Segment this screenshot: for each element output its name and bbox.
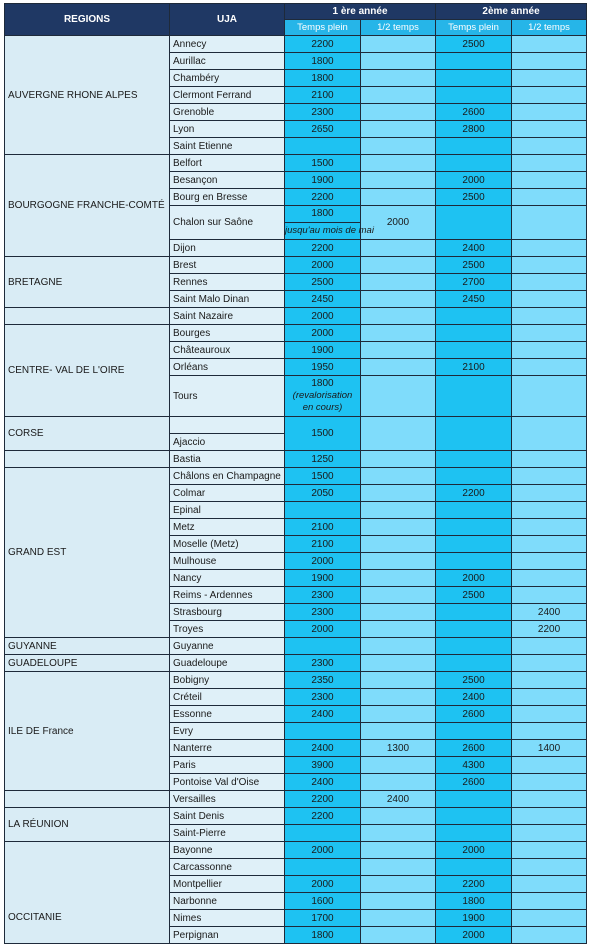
value-cell: 2200 [285, 36, 361, 53]
value-cell [512, 808, 587, 825]
value-cell [361, 859, 436, 876]
value-cell [361, 757, 436, 774]
value-cell [512, 240, 587, 257]
value-cell: 2000 [436, 570, 512, 587]
value-cell: 2500 [436, 587, 512, 604]
value-cell [361, 53, 436, 70]
value-cell: 2200 [285, 791, 361, 808]
value-cell: 2350 [285, 672, 361, 689]
value-cell [512, 121, 587, 138]
value-cell [361, 359, 436, 376]
value-cell [436, 451, 512, 468]
city-cell: Dijon [170, 240, 285, 257]
value-cell [361, 417, 436, 451]
value-cell: 2600 [436, 774, 512, 791]
value-cell: 2650 [285, 121, 361, 138]
city-cell: Versailles [170, 791, 285, 808]
value-cell [361, 36, 436, 53]
value-cell: 2300 [285, 587, 361, 604]
value-cell [436, 621, 512, 638]
value-cell: 2200 [436, 485, 512, 502]
value-cell: 2300 [285, 104, 361, 121]
value-cell [512, 417, 587, 451]
value-cell [512, 257, 587, 274]
city-cell: Moselle (Metz) [170, 536, 285, 553]
value-cell [436, 859, 512, 876]
value-cell [361, 638, 436, 655]
value-cell [361, 570, 436, 587]
value-cell: 2500 [436, 672, 512, 689]
value-text: 1800 [311, 378, 334, 389]
value-cell: 2400 [361, 791, 436, 808]
value-cell [285, 825, 361, 842]
value-cell: 2500 [436, 189, 512, 206]
value-cell [361, 325, 436, 342]
value-cell [361, 774, 436, 791]
value-cell: 1500 [285, 417, 361, 451]
value-cell [361, 655, 436, 672]
value-cell: 1500 [285, 155, 361, 172]
value-cell [361, 706, 436, 723]
city-cell: Saint Malo Dinan [170, 291, 285, 308]
header-year2-full: Temps plein [436, 20, 512, 36]
value-cell: 2500 [436, 257, 512, 274]
value-cell [361, 189, 436, 206]
note-text: (revalorisation en cours) [292, 390, 353, 413]
value-cell: 1700 [285, 910, 361, 927]
value-cell: 2100 [285, 87, 361, 104]
value-cell: 2050 [285, 485, 361, 502]
value-cell [285, 138, 361, 155]
value-cell: 4300 [436, 757, 512, 774]
value-cell: 2000 [436, 172, 512, 189]
city-cell [170, 417, 285, 434]
header-year1-half: 1/2 temps [361, 20, 436, 36]
value-cell: 1400 [512, 740, 587, 757]
region-cell: ILE DE France [5, 672, 170, 791]
value-cell [436, 655, 512, 672]
value-text: 1800 [285, 206, 360, 223]
value-cell [512, 876, 587, 893]
value-cell: 2300 [285, 604, 361, 621]
value-cell [361, 274, 436, 291]
value-cell [512, 189, 587, 206]
city-cell: Narbonne [170, 893, 285, 910]
value-cell: 2000 [285, 325, 361, 342]
value-cell [512, 325, 587, 342]
value-cell-with-note [285, 206, 374, 240]
value-cell [361, 519, 436, 536]
city-cell: Perpignan [170, 927, 285, 944]
value-cell [512, 570, 587, 587]
value-cell: 1900 [285, 342, 361, 359]
value-cell: 2700 [436, 274, 512, 291]
city-cell: Chalon sur Saône [170, 206, 285, 240]
city-cell: Paris [170, 757, 285, 774]
value-cell: 1900 [285, 570, 361, 587]
city-cell: Saint Nazaire [170, 308, 285, 325]
value-cell: 2000 [285, 876, 361, 893]
value-cell [436, 502, 512, 519]
value-cell [361, 172, 436, 189]
value-cell [512, 587, 587, 604]
value-cell [436, 723, 512, 740]
value-cell [436, 53, 512, 70]
value-cell: 1900 [285, 172, 361, 189]
value-cell [361, 604, 436, 621]
region-cell-empty [5, 451, 170, 468]
value-cell [361, 87, 436, 104]
value-cell: 2600 [436, 740, 512, 757]
value-cell: 2500 [285, 274, 361, 291]
city-cell: Lyon [170, 121, 285, 138]
value-cell [361, 104, 436, 121]
city-cell: Brest [170, 257, 285, 274]
value-cell [361, 502, 436, 519]
city-cell: Strasbourg [170, 604, 285, 621]
value-cell: 2600 [436, 104, 512, 121]
value-cell [361, 308, 436, 325]
value-cell: 3900 [285, 757, 361, 774]
region-cell: GRAND EST [5, 468, 170, 638]
value-cell: 2450 [436, 291, 512, 308]
value-cell: 2400 [512, 604, 587, 621]
region-cell-empty [5, 791, 170, 808]
city-cell: Orléans [170, 359, 285, 376]
city-cell: Grenoble [170, 104, 285, 121]
value-cell [436, 87, 512, 104]
value-cell [436, 325, 512, 342]
value-cell: 1800 [285, 53, 361, 70]
city-cell: Metz [170, 519, 285, 536]
value-cell [436, 638, 512, 655]
value-cell [512, 274, 587, 291]
city-cell: Evry [170, 723, 285, 740]
value-cell [512, 672, 587, 689]
value-cell [361, 689, 436, 706]
value-cell [512, 791, 587, 808]
value-cell [361, 451, 436, 468]
city-cell: Mulhouse [170, 553, 285, 570]
city-cell: Colmar [170, 485, 285, 502]
value-cell [436, 342, 512, 359]
value-cell [512, 104, 587, 121]
value-cell-with-note [285, 376, 361, 417]
value-cell [361, 672, 436, 689]
city-cell: Carcassonne [170, 859, 285, 876]
city-cell: Saint Etienne [170, 138, 285, 155]
value-cell: 2400 [285, 706, 361, 723]
city-cell: Tours [170, 376, 285, 417]
city-cell: Bourges [170, 325, 285, 342]
header-regions: REGIONS [5, 4, 170, 36]
region-cell: GUYANNE [5, 638, 170, 655]
city-cell: Saint-Pierre [170, 825, 285, 842]
city-cell: Châteauroux [170, 342, 285, 359]
value-cell: 2000 [285, 308, 361, 325]
value-cell [512, 308, 587, 325]
value-cell [512, 825, 587, 842]
value-cell [512, 859, 587, 876]
region-cell: BRETAGNE [5, 257, 170, 308]
city-cell: Bayonne [170, 842, 285, 859]
value-cell [361, 808, 436, 825]
note-text [285, 223, 374, 239]
value-cell [512, 468, 587, 485]
city-cell: Guadeloupe [170, 655, 285, 672]
value-cell: 2400 [285, 774, 361, 791]
region-cell: GUADELOUPE [5, 655, 170, 672]
value-cell [512, 927, 587, 944]
value-cell [512, 53, 587, 70]
value-cell [361, 553, 436, 570]
value-cell [361, 893, 436, 910]
value-cell [285, 723, 361, 740]
value-cell [512, 485, 587, 502]
value-cell: 2400 [436, 689, 512, 706]
region-cell: OCCITANIE [5, 842, 170, 944]
value-cell: 2000 [285, 842, 361, 859]
value-cell [436, 553, 512, 570]
value-cell [361, 240, 436, 257]
city-cell: Clermont Ferrand [170, 87, 285, 104]
header-year2-half: 1/2 temps [512, 20, 587, 36]
value-cell [512, 553, 587, 570]
value-cell [512, 172, 587, 189]
value-cell [512, 359, 587, 376]
value-cell: 2000 [285, 257, 361, 274]
region-cell-empty [5, 308, 170, 325]
value-cell [512, 342, 587, 359]
value-cell [436, 808, 512, 825]
value-cell [512, 87, 587, 104]
city-cell: Besançon [170, 172, 285, 189]
value-cell [512, 519, 587, 536]
salary-table [4, 3, 587, 944]
value-cell [436, 468, 512, 485]
value-cell [436, 604, 512, 621]
value-cell [285, 859, 361, 876]
value-cell [512, 70, 587, 87]
region-cell: AUVERGNE RHONE ALPES [5, 36, 170, 155]
value-cell [436, 791, 512, 808]
value-cell [512, 536, 587, 553]
value-cell [361, 536, 436, 553]
value-cell [361, 587, 436, 604]
value-cell: 1800 [436, 893, 512, 910]
city-cell: Bourg en Bresse [170, 189, 285, 206]
value-cell [512, 842, 587, 859]
value-cell: 2100 [436, 359, 512, 376]
value-cell: 2200 [285, 189, 361, 206]
header-year2: 2ème année [436, 4, 587, 20]
region-cell: LA RÉUNION [5, 808, 170, 842]
value-cell: 2100 [285, 519, 361, 536]
city-cell: Montpellier [170, 876, 285, 893]
value-cell [361, 876, 436, 893]
value-cell [512, 206, 587, 240]
value-cell: 1950 [285, 359, 361, 376]
city-cell: Nancy [170, 570, 285, 587]
value-cell [512, 155, 587, 172]
value-cell [361, 723, 436, 740]
city-cell: Aurillac [170, 53, 285, 70]
note-clipped: jusqu'au mois de mai [285, 225, 374, 236]
value-cell [512, 774, 587, 791]
value-cell [361, 70, 436, 87]
city-cell: Créteil [170, 689, 285, 706]
city-cell: Chambéry [170, 70, 285, 87]
value-cell: 1900 [436, 910, 512, 927]
city-cell: Troyes [170, 621, 285, 638]
value-cell: 1250 [285, 451, 361, 468]
value-cell [361, 257, 436, 274]
value-cell [512, 706, 587, 723]
value-cell [512, 689, 587, 706]
value-cell: 1800 [285, 70, 361, 87]
value-cell [512, 723, 587, 740]
city-cell: Bastia [170, 451, 285, 468]
value-cell: 2400 [285, 740, 361, 757]
city-cell: Essonne [170, 706, 285, 723]
city-cell: Guyanne [170, 638, 285, 655]
value-cell [436, 417, 512, 451]
value-cell [361, 825, 436, 842]
value-cell: 2300 [285, 689, 361, 706]
value-cell: 2600 [436, 706, 512, 723]
city-cell: Châlons en Champagne [170, 468, 285, 485]
value-cell: 2200 [285, 808, 361, 825]
value-cell [436, 536, 512, 553]
city-cell: Ajaccio [170, 434, 285, 451]
value-cell [361, 291, 436, 308]
value-cell: 2000 [361, 206, 436, 240]
value-cell [436, 70, 512, 87]
header-year1: 1 ère année [285, 4, 436, 20]
value-cell: 1800 [285, 927, 361, 944]
value-cell [512, 502, 587, 519]
value-cell: 2200 [285, 240, 361, 257]
value-cell [361, 485, 436, 502]
value-cell [512, 291, 587, 308]
value-cell [361, 842, 436, 859]
value-cell [285, 638, 361, 655]
value-cell: 2200 [512, 621, 587, 638]
value-cell: 2500 [436, 36, 512, 53]
value-cell: 2400 [436, 240, 512, 257]
value-cell [512, 376, 587, 417]
value-cell [512, 138, 587, 155]
value-cell: 2000 [285, 553, 361, 570]
region-cell: CORSE [5, 417, 170, 451]
value-cell [512, 910, 587, 927]
value-cell [436, 376, 512, 417]
value-cell: 2100 [285, 536, 361, 553]
value-cell: 2000 [285, 621, 361, 638]
value-cell [361, 621, 436, 638]
value-cell [285, 502, 361, 519]
header-uja: UJA [170, 4, 285, 36]
city-cell: Annecy [170, 36, 285, 53]
city-cell: Belfort [170, 155, 285, 172]
value-cell [361, 468, 436, 485]
city-cell: Rennes [170, 274, 285, 291]
value-cell [512, 451, 587, 468]
value-cell [436, 155, 512, 172]
header-year1-full: Temps plein [285, 20, 361, 36]
value-cell: 1600 [285, 893, 361, 910]
value-cell [436, 825, 512, 842]
value-cell [361, 376, 436, 417]
value-cell [436, 138, 512, 155]
region-cell: CENTRE- VAL DE L'OIRE [5, 325, 170, 417]
value-cell: 1300 [361, 740, 436, 757]
value-cell [361, 121, 436, 138]
value-cell [512, 638, 587, 655]
region-cell: BOURGOGNE FRANCHE-COMTÉ [5, 155, 170, 257]
city-cell: Bobigny [170, 672, 285, 689]
value-cell [361, 927, 436, 944]
value-cell: 2300 [285, 655, 361, 672]
city-cell: Epinal [170, 502, 285, 519]
value-cell: 1500 [285, 468, 361, 485]
value-cell [361, 342, 436, 359]
city-cell: Nimes [170, 910, 285, 927]
value-cell [512, 36, 587, 53]
value-cell [436, 206, 512, 240]
value-cell [512, 893, 587, 910]
value-cell [361, 155, 436, 172]
city-cell: Nanterre [170, 740, 285, 757]
value-cell: 2000 [436, 842, 512, 859]
value-cell [436, 519, 512, 536]
value-cell [436, 308, 512, 325]
city-cell: Saint Denis [170, 808, 285, 825]
value-cell [361, 910, 436, 927]
value-cell [512, 655, 587, 672]
value-cell [512, 757, 587, 774]
value-cell: 2450 [285, 291, 361, 308]
value-cell: 2800 [436, 121, 512, 138]
city-cell: Pontoise Val d'Oise [170, 774, 285, 791]
city-cell: Reims - Ardennes [170, 587, 285, 604]
value-cell [361, 138, 436, 155]
value-cell: 2000 [436, 927, 512, 944]
value-cell: 2200 [436, 876, 512, 893]
